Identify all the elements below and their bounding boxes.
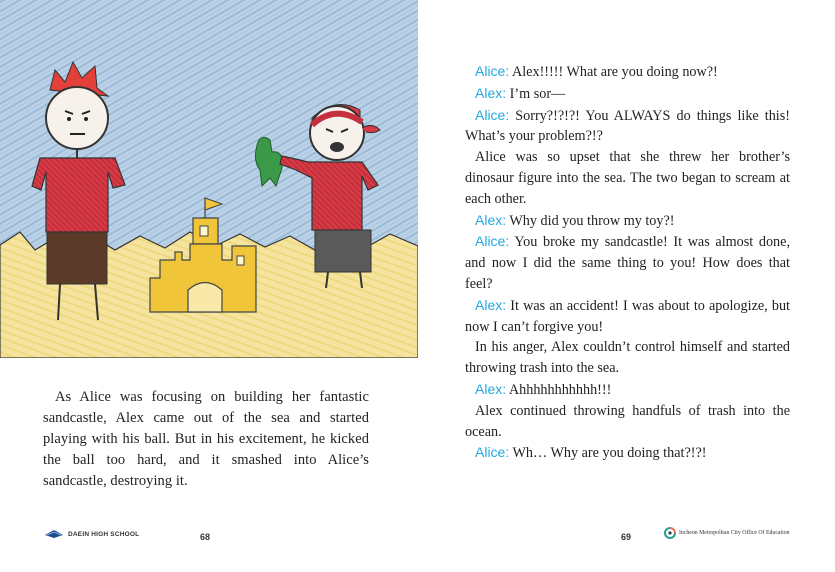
dialog-line [465, 210, 790, 232]
story-illustration [0, 0, 418, 358]
narrative-paragraph: As Alice was focusing on building her fantastic sandcastle, Alex came out of the sea and started playing with his ball. But in his excitement, he kicked the ball too hard, and it smashed into Alice’s sandcastle, destroying it. [43, 389, 369, 489]
speaker-label: Alice: [475, 63, 510, 79]
speaker-label: Alice: [475, 444, 510, 461]
speaker-label: Alice: [475, 233, 510, 250]
dialog-line [465, 105, 790, 148]
right-page [418, 0, 835, 572]
speaker-label: Alex: [475, 380, 507, 397]
speaker-label: Alice: [475, 106, 510, 123]
narration-line [465, 401, 790, 443]
narration-text: Alex continued throwing handfuls of trash into the ocean. [465, 402, 790, 440]
dialog-text: Sorry?!?!?! You ALWAYS do things like this! What’s your problem?!? [465, 107, 790, 145]
dialog-line [465, 295, 790, 338]
page-number-left: 68 [200, 532, 211, 542]
narration-text: In his anger, Alex couldn’t control himself and started throwing trash into the sea. [465, 339, 790, 377]
dialog-line [465, 442, 790, 464]
dialog-text: You broke my sandcastle! It was almost done, and now I did the same thing to you! How does that feel? [465, 234, 790, 292]
office-name: Incheon Metropolitan City Office Of Education [679, 530, 790, 536]
dialog-text: I’m sor— [506, 85, 566, 102]
dialog-text: Wh… Why are you doing that?!?! [509, 445, 707, 462]
crayon-drawing-image [0, 0, 418, 358]
page-number-right: 69 [621, 532, 632, 542]
speaker-label: Alex: [475, 211, 507, 228]
dialog-text: Alex!!!!! What are you doing now?! [509, 64, 718, 80]
dialog-line [465, 61, 790, 83]
narration-line [465, 337, 790, 379]
narration-text: Alice was so upset that she threw her brother’s dinosaur figure into the sea. The two began to scream at each other. [465, 149, 790, 207]
school-logo-icon [44, 529, 64, 539]
narration-line [465, 147, 790, 209]
school-footer [44, 529, 139, 539]
speaker-label: Alex: [475, 84, 507, 101]
dialog-text: Why did you throw my toy?! [506, 212, 675, 229]
speaker-label: Alex: [475, 296, 507, 313]
school-name: DAEIN HIGH SCHOOL [68, 530, 140, 538]
dialog-text: It was an accident! I was about to apologize, but now I can’t forgive you! [465, 297, 790, 335]
dialog-line [465, 231, 790, 294]
dialog-list [465, 61, 790, 464]
dialog-line [465, 83, 790, 105]
dialog-line [465, 379, 790, 401]
office-of-education-logo-icon [664, 527, 676, 539]
dialog-text: Ahhhhhhhhhhh!!! [506, 381, 612, 398]
office-footer [664, 527, 790, 539]
